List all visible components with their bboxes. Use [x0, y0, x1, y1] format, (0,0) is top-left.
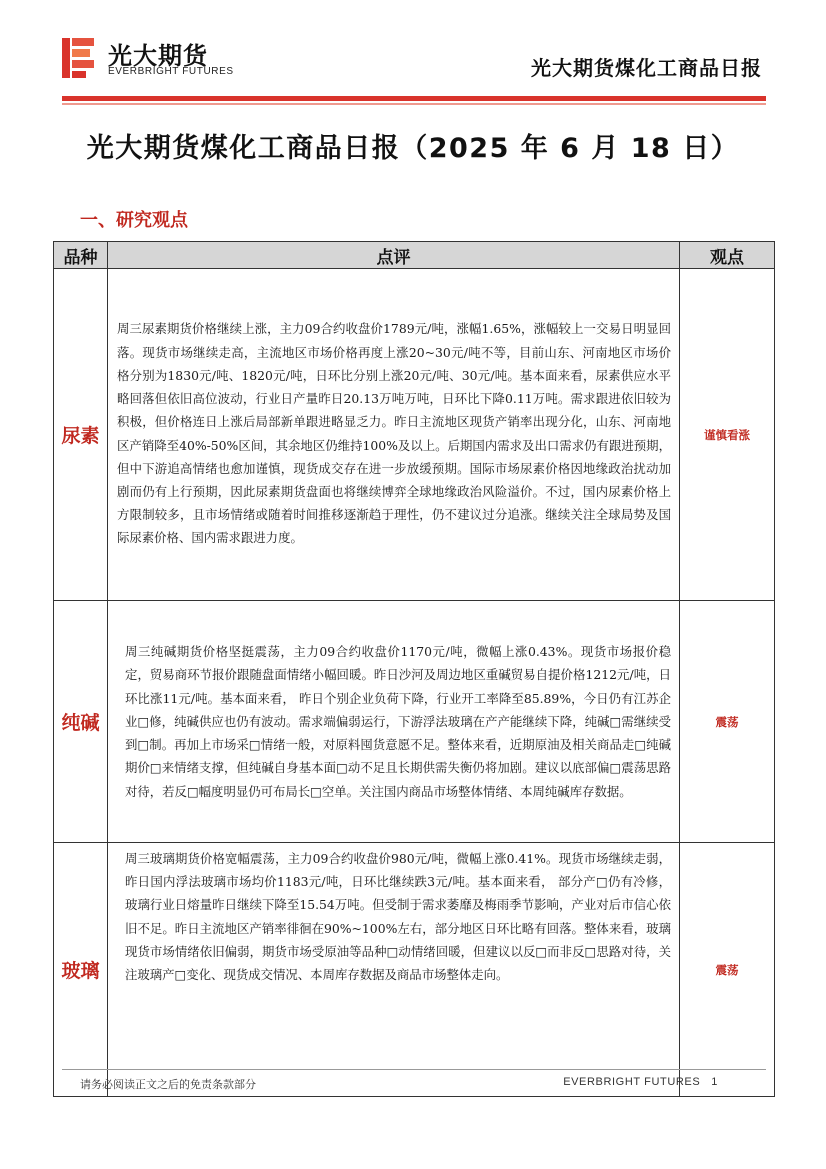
- comment-text: 周三纯碱期货价格坚挺震荡，主力09合约收盘价1170元/吨，微幅上涨0.43%。现货市场报价稳定，贸易商环节报价跟随盘面情绪小幅回暖。昨日沙河及周边地区重碱贸易自提价格1212元/吨，日环比涨11元/吨。基本面来看， 昨日个别企业负荷下降，行业开工率降至85.89%，今日仍有江苏企业□修，纯碱供应也仍有波动。需求端偏弱运行，下游浮法玻璃在产产能继续下降，纯碱□需继续受到□制。再加上市场采□情绪一般，对原料囤货意愿不足。整体来看，近期原油及相关商品走□纯碱期价□来情绪支撑，但纯碱自身基本面□动不足且长期供需失衡仍将加剧。建议以底部偏□震荡思路对待，若反□幅度明显仍可布局长□空单。关注国内商品市场整体情绪、本周纯碱库存数据。: [125, 644, 671, 799]
- comment-text: 周三尿素期货价格继续上涨，主力09合约收盘价1789元/吨，涨幅1.65%，涨幅较上一交易日明显回落。现货市场继续走高，主流地区市场价格再度上涨20~30元/吨不等，目前山东、河南地区市场价格分别为1830元/吨、1820元/吨，日环比分别上涨20元/吨、30元/吨。基本面来看，尿素供应水平略回落但依旧高位波动，行业日产量昨日20.13万吨万吨，日环比下降0.11万吨。需求跟进依旧较为积极，但价格连日上涨后局部新单跟进略显乏力。昨日主流地区现货产销率出现分化，山东、河南地区产销降至40%-50%区间，其余地区仍维持100%及以上。后期国内需求及出口需求仍有跟进预期，但中下游追高情绪也愈加谨慎，现货成交存在进一步放缓预期。国际市场尿素价格因地缘政治扰动加剧而仍有上行预期，因此尿素期货盘面也将继续博弈全球地缘政治风险溢价。不过，国内尿素价格上方限制较多，且市场情绪或随着时间推移逐渐趋于理性，仍不建议过分追涨。继续关注全球局势及国际尿素价格、国内需求跟进力度。: [117, 321, 671, 546]
- table-row-glass: [54, 843, 775, 1097]
- view-cell: 谨慎看涨: [680, 269, 775, 601]
- section-title: 一、研究观点: [80, 210, 188, 231]
- everbright-logo-icon: [62, 36, 98, 80]
- comment-text: 周三玻璃期货价格宽幅震荡，主力09合约收盘价980元/吨，微幅上涨0.41%。现货市场继续走弱，昨日国内浮法玻璃市场均价1183元/吨，日环比继续跌3元/吨。基本面来看， 部分产□仍有冷修，玻璃行业日熔量昨日继续下降至15.54万吨。但受制于需求萎靡及梅雨季节影响，产业对后市信心依旧不足。昨日主流地区产销率徘徊在90%~100%左右，部分地区日环比略有回落。整体来看，玻璃现货市场情绪依旧偏弱，期货市场受原油等品种□动情绪回暖，但建议以反□而非反□思路对待，关注玻璃产□变化、现货成交情况、本周库存数据及商品市场整体走向。: [125, 851, 671, 983]
- footer-brand: EVERBRIGHT FUTURES: [563, 1076, 701, 1088]
- research-views-table: [53, 241, 775, 1097]
- footer-brand-page: [563, 1076, 718, 1088]
- company-logo: [62, 36, 262, 82]
- comment-cell: [108, 269, 680, 601]
- column-header-category: 品种: [54, 242, 108, 269]
- view-cell: 震荡: [680, 601, 775, 843]
- header-divider-thin: [62, 103, 766, 105]
- column-header-comment: 点评: [108, 242, 680, 269]
- footer-disclaimer: 请务必阅读正文之后的免责条款部分: [80, 1078, 256, 1091]
- header-divider: [62, 96, 766, 101]
- table-header-row: [54, 242, 775, 269]
- category-cell: 纯碱: [54, 601, 108, 843]
- category-cell: 玻璃: [54, 843, 108, 1097]
- column-header-view: 观点: [680, 242, 775, 269]
- table-row-soda-ash: [54, 601, 775, 843]
- logo-english-name: EVERBRIGHT FUTURES: [108, 66, 234, 77]
- view-cell: 震荡: [680, 843, 775, 1097]
- category-cell: 尿素: [54, 269, 108, 601]
- table-row-urea: [54, 269, 775, 601]
- footer-divider: [62, 1069, 766, 1070]
- logo-chinese-name: 光大期货: [108, 42, 208, 70]
- comment-cell: [108, 843, 680, 1097]
- comment-cell: [108, 601, 680, 843]
- header-report-title: 光大期货煤化工商品日报: [531, 56, 762, 80]
- report-title: 光大期货煤化工商品日报（2025 年 6 月 18 日）: [86, 133, 740, 164]
- page-number: 1: [711, 1076, 718, 1088]
- page-header: [0, 0, 826, 110]
